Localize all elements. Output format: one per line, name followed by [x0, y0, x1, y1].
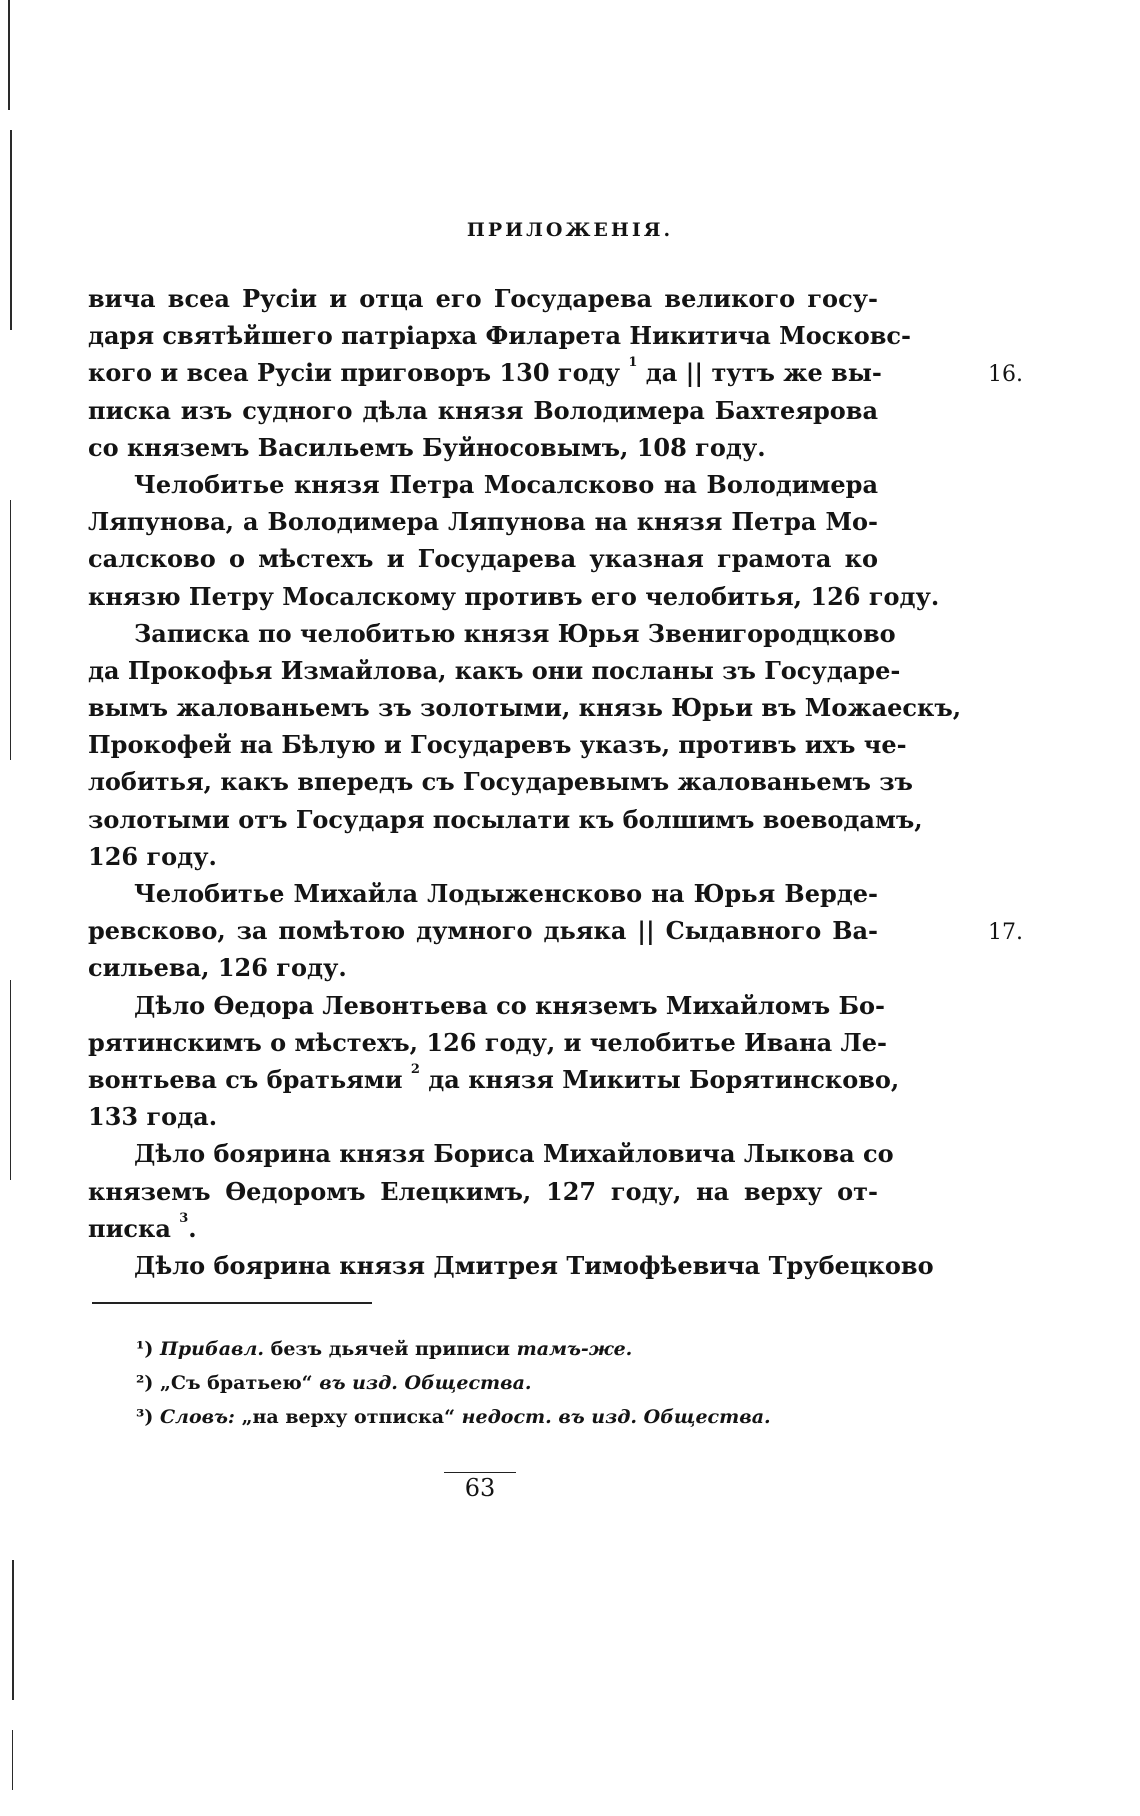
text-segment: вонтьева съ братьями [88, 1064, 403, 1094]
text-line: Челобитье Михайла Лодыженсково на Юрья Верде- [134, 879, 878, 908]
footnote-ref: 3 [179, 1210, 189, 1226]
text-line: князю Петру Мосалскому противъ его челобитья, 126 году. [88, 581, 940, 611]
text-line: княземъ Ѳедоромъ Елецкимъ, 127 году, на верху от- [88, 1176, 878, 1206]
text-line: салсково о мѣстехъ и Государева указная грамота ко [88, 544, 878, 574]
text-line: Ляпунова, а Володимера Ляпунова на князя Петра Мо- [88, 507, 878, 537]
footnote-mark: ³) [136, 1406, 154, 1428]
footnote-italic: тамъ-же. [516, 1338, 633, 1360]
footnote-italic: въ изд. Общества. [319, 1372, 532, 1394]
binding-edge-mark [12, 1730, 13, 1790]
text-line [88, 354, 882, 391]
footnote-1 [136, 1332, 856, 1366]
body-text [88, 280, 1023, 1284]
margin-number: 17. [988, 920, 1023, 945]
margin-number: 16. [988, 362, 1023, 387]
text-line: сильева, 126 году. [88, 953, 347, 983]
binding-edge-mark [10, 980, 11, 1180]
page-number-rule [444, 1472, 516, 1473]
footnote-text: „Съ братьею“ [159, 1372, 313, 1394]
text-line: вича всеа Русіи и отца его Государева великого госу- [88, 284, 878, 313]
text-segment: . [188, 1213, 197, 1243]
text-line: Прокофей на Бѣлую и Государевъ указъ, противъ ихъ че- [88, 730, 907, 760]
footnote-italic: Словъ: [159, 1406, 235, 1428]
text-line [88, 1210, 878, 1247]
footnote-2 [136, 1366, 856, 1400]
text-line: да Прокофья Измайлова, какъ они посланы зъ Государе- [88, 655, 901, 685]
text-line: рятинскимъ о мѣстехъ, 126 году, и челобитье Ивана Ле- [88, 1027, 887, 1057]
page-number: 63 [464, 1474, 496, 1502]
text-line [88, 1061, 900, 1098]
text-line: Дѣло Ѳедора Левонтьева со княземъ Михайломъ Бо- [134, 990, 885, 1020]
running-head: ПРИЛОЖЕНІЯ. [466, 219, 674, 241]
text-line: золотыми отъ Государя посылати къ болшимъ воеводамъ, [88, 804, 923, 834]
footnote-mark: ¹) [136, 1338, 154, 1360]
text-line: Записка по челобитью князя Юрья Звенигородцково [134, 618, 896, 648]
text-segment: кого и всеа Русіи приговоръ 130 году [88, 358, 620, 388]
text-line: Дѣло боярина князя Бориса Михайловича Лыкова со [134, 1139, 894, 1169]
footnotes [136, 1332, 856, 1434]
text-segment: да князя Микиты Борятинсково, [428, 1064, 900, 1094]
text-line: вымъ жалованьемъ зъ золотыми, князь Юрьи въ Можаескъ, [88, 693, 962, 723]
text-segment: писка [88, 1213, 171, 1243]
binding-edge-mark [12, 1560, 14, 1700]
footnote-italic: недост. въ изд. Общества. [461, 1406, 771, 1428]
footnote-ref: 2 [410, 1061, 420, 1077]
footnote-italic: Прибавл. [159, 1338, 265, 1360]
footnote-separator [92, 1302, 372, 1304]
text-line: 133 года. [88, 1102, 218, 1132]
footnote-3 [136, 1400, 856, 1434]
binding-edge-mark [10, 500, 11, 760]
text-line: лобитья, какъ впередъ съ Государевымъ жалованьемъ зъ [88, 767, 913, 797]
footnote-text: безъ дьячей приписи [270, 1338, 510, 1360]
text-line: даря святѣйшего патріарха Филарета Никитича Московс- [88, 321, 911, 351]
footnote-mark: ²) [136, 1372, 154, 1394]
text-line: Дѣло боярина князя Дмитрея Тимофѣевича Трубецково [134, 1250, 934, 1280]
text-line: ревсково, за помѣтою думного дьяка || Сыдавного Ва- [88, 916, 878, 946]
text-line: Челобитье князя Петра Мосалсково на Володимера [134, 469, 878, 499]
text-line: 126 году. [88, 841, 217, 871]
text-segment: да || тутъ же вы- [645, 358, 882, 388]
text-line: писка изъ судного дѣла князя Володимера Бахтеярова [88, 395, 878, 425]
footnote-text: „на верху отписка“ [241, 1406, 455, 1428]
text-line: со княземъ Васильемъ Буйносовымъ, 108 году. [88, 432, 766, 462]
footnote-ref: 1 [628, 355, 638, 371]
binding-edge-mark [8, 0, 10, 110]
